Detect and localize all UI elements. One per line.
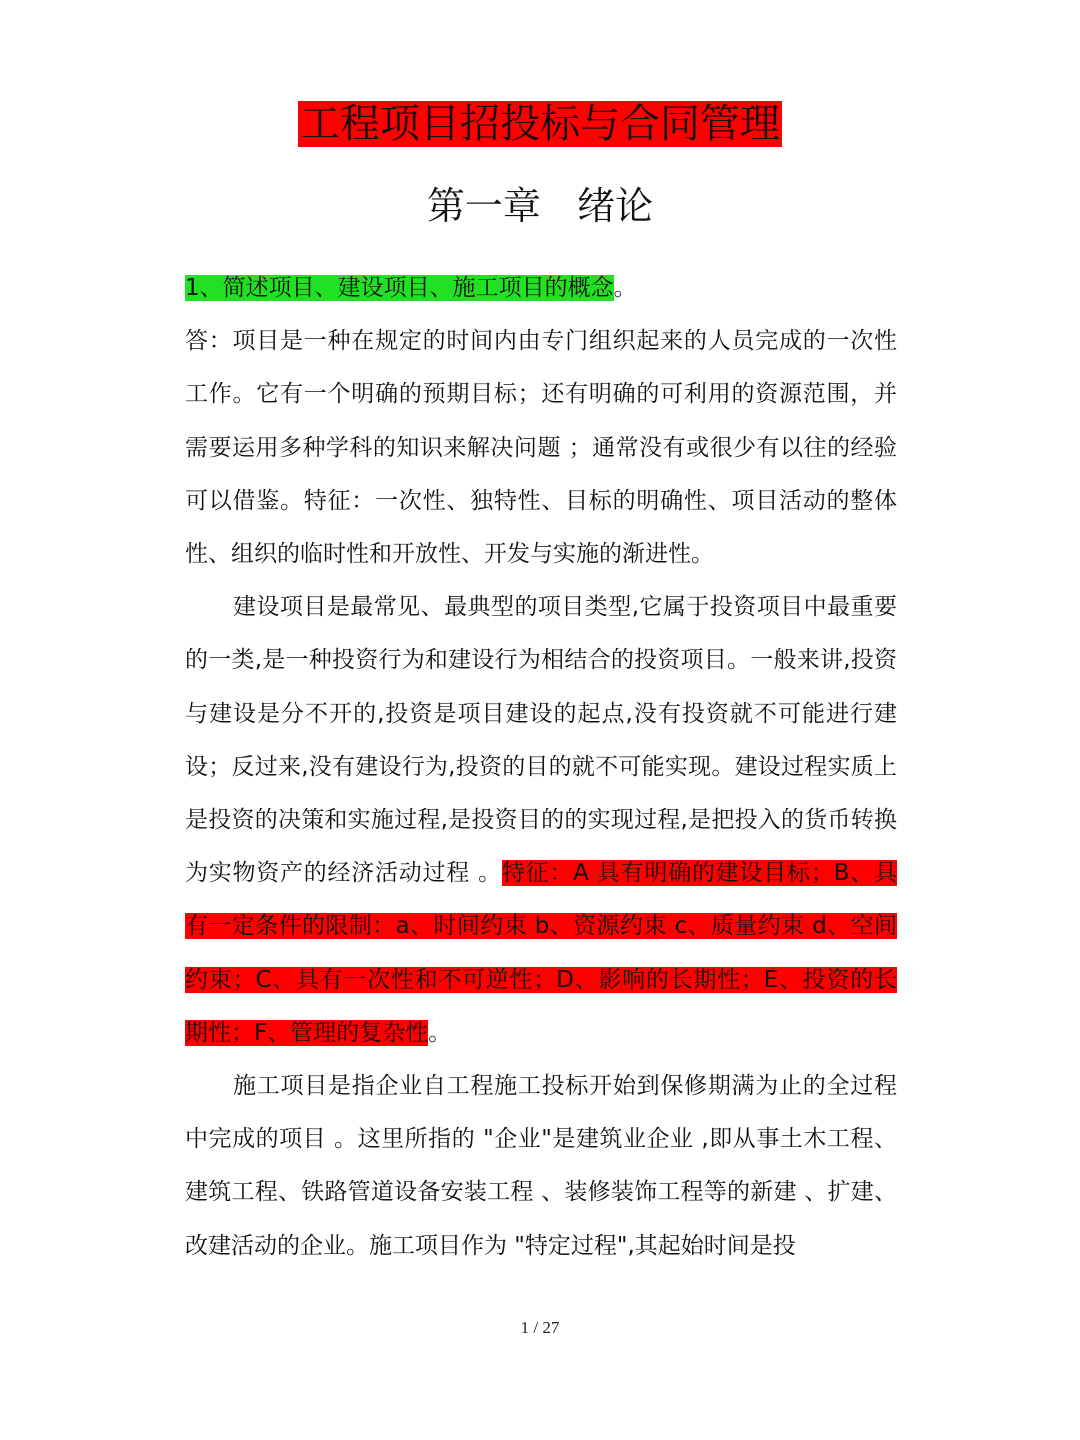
question-highlight: 1、简述项目、建设项目、施工项目的概念: [185, 275, 614, 301]
construction-project-text: 建设项目是最常见、最典型的项目类型,它属于投资项目中最重要的一类,是一种投资行为和建设行为相结合的投资项目。一般来讲,投资与建设是分不开的,投资是项目建设的起点,没有投资就不可能进行建设；反过来,没有建设行为,投资的目的就不可能实现。建设过程实质上是投资的决策和实施过程,是投资目的的实现过程,是把投入的货币转换为实物资产的经济活动过程 。: [185, 594, 897, 887]
construction-paragraph-end: 。: [428, 1019, 452, 1046]
question-end: 。: [613, 275, 637, 301]
construction-work-paragraph: 施工项目是指企业自工程施工投标开始到保修期满为止的全过程中完成的项目 。这里所指的 "企业"是建筑业企业 ,即从事土木工程、建筑工程、铁路管道设备安装工程 、装修装饰工程等的新建 、扩建、改建活动的企业。施工项目作为 "特定过程",其起始时间是投: [185, 1073, 897, 1259]
page-number: 1 / 27: [520, 1318, 560, 1337]
document-title-text: 工程项目招投标与合同管理: [300, 101, 780, 147]
answer-paragraph: 答：项目是一种在规定的时间内由专门组织起来的人员完成的一次性工作。它有一个明确的预期目标；还有明确的可利用的资源范围，并需要运用多种学科的知识来解决问题 ；通常没有或很少有以往的经验可以借鉴。特征：一次性、独特性、目标的明确性、项目活动的整体性、组织的临时性和开放性、开发与实施的渐进性。: [185, 328, 897, 568]
document-title: [0, 98, 1080, 150]
construction-features-highlight: 特征：A 具有明确的建设目标；B、具有一定条件的限制：a、时间约束 b、资源约束 c、质量约束 d、空间约束；C、具有一次性和不可逆性；D、影响的长期性；E、投资的长期性；F、管理的复杂性: [185, 860, 898, 1046]
document-body: [185, 262, 897, 1273]
construction-project-paragraph: [185, 581, 897, 1060]
question-paragraph: [185, 262, 897, 315]
chapter-title: 第一章 绪论: [426, 184, 654, 228]
